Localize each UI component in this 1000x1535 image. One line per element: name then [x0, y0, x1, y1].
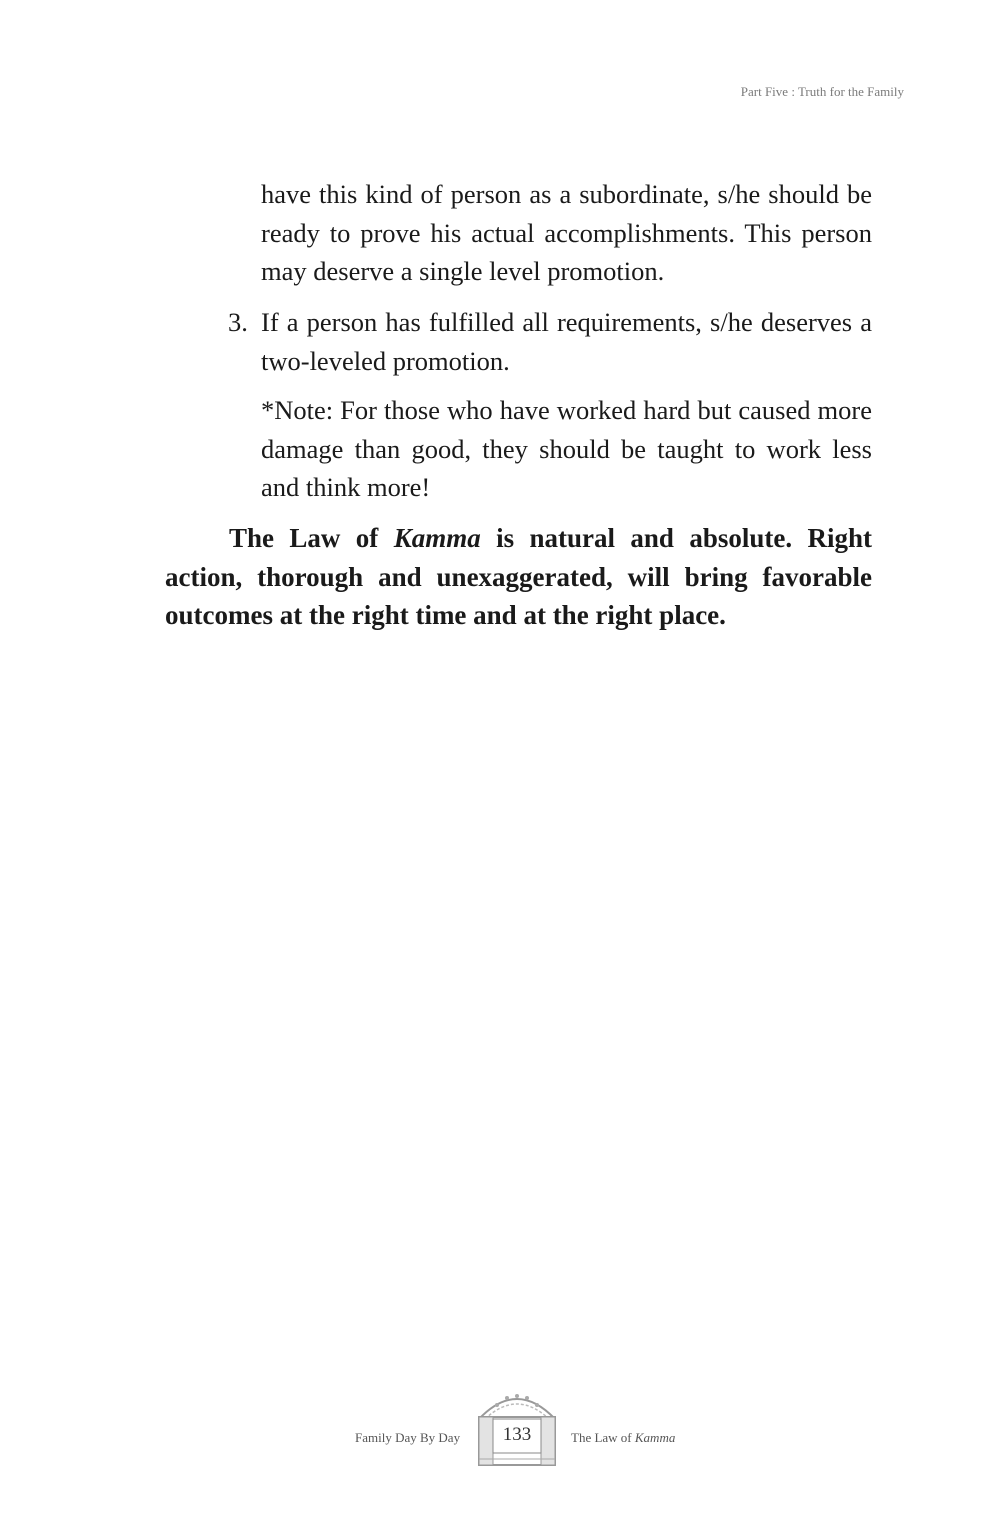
- footer-chapter-prefix: The Law of: [571, 1430, 635, 1445]
- body-paragraph-continued: have this kind of person as a subordinate, s/he should be ready to prove his actual accomplishments. This person may deserve a single level promotion.: [261, 179, 872, 286]
- footer-book-title: Family Day By Day: [355, 1430, 461, 1445]
- running-header: Part Five : Truth for the Family: [740, 84, 904, 99]
- conclusion-part2: is natural and absolute. Right action, thorough and unexaggerated, will bring favorable outcomes at the right time and at the right place.: [165, 523, 872, 630]
- footer-chapter-italic: Kamma: [634, 1430, 676, 1445]
- note-paragraph: *Note: For those who have worked hard but caused more damage than good, they should be taught to work less and think more!: [261, 395, 872, 502]
- page-number: 133: [502, 1424, 532, 1445]
- footer-chapter-title: [571, 1430, 675, 1446]
- conclusion-part1: The Law of: [229, 523, 394, 553]
- conclusion-paragraph: [165, 519, 872, 635]
- list-item-number: 3.: [228, 307, 248, 337]
- list-item-text: If a person has fulfilled all requirements, s/he deserves a two-leveled promotion.: [261, 307, 872, 376]
- conclusion-italic-term: Kamma: [393, 523, 481, 553]
